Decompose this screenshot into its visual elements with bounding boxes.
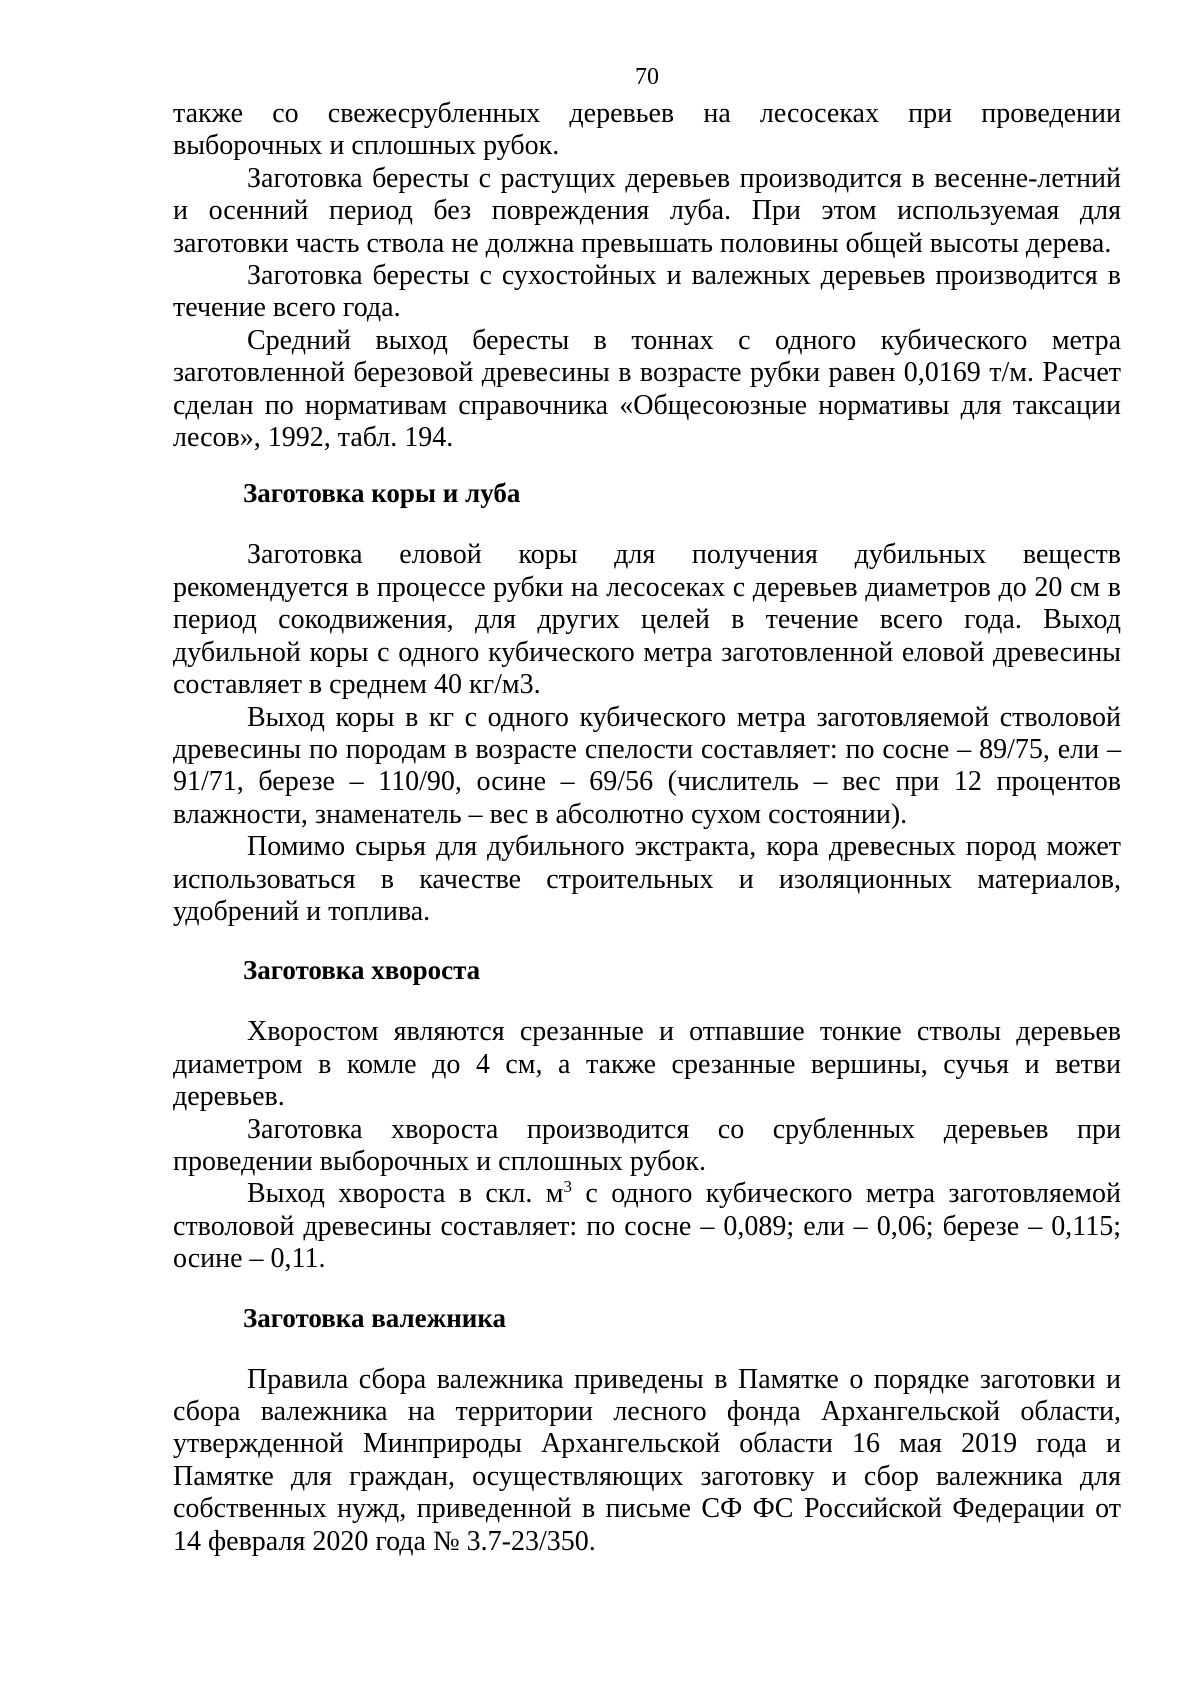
superscript: 3 xyxy=(563,1177,572,1197)
paragraph: Хворостом являются срезанные и отпавшие тонкие стволы деревьев диаметром в комле до 4 см, а также срезанные вершины, сучья и ветви деревьев. xyxy=(173,1016,1121,1113)
paragraph: Помимо сырья для дубильного экстракта, кора древесных пород может использоваться в качестве строительных и изоляционных материалов, удобрений и топлива. xyxy=(173,831,1121,927)
paragraph xyxy=(173,1178,1121,1275)
paragraph: Выход коры в кг с одного кубического метра заготовляемой стволовой древесины по породам в возрасте спелости составляет: по сосне – 89/75, ели – 91/71, березе – 110/90, осине – 69/56 (числитель – вес при 12 процентов влажности, знаменатель – вес в абсолютно сухом состоянии). xyxy=(173,701,1121,830)
section-heading-deadwood: Заготовка валежника xyxy=(243,1302,506,1333)
paragraph: Заготовка бересты с сухостойных и валежных деревьев производится в течение всего года. xyxy=(173,260,1121,324)
paragraph: также со свежесрубленных деревьев на лесосеках при проведении выборочных и сплошных рубок. xyxy=(173,98,1121,162)
paragraph: Заготовка хвороста производится со срубленных деревьев при проведении выборочных и сплошных рубок. xyxy=(173,1113,1121,1177)
paragraph: Средний выход бересты в тоннах с одного кубического метра заготовленной березовой древесины в возрасте рубки равен 0,0169 т/м. Расчет сделан по нормативам справочника «Общесоюзные нормативы для таксации лесов», 1992, табл. 194. xyxy=(173,324,1121,454)
section-heading-brushwood: Заготовка хвороста xyxy=(243,955,481,986)
document-page xyxy=(173,62,1121,1558)
paragraph: Заготовка еловой коры для получения дубильных веществ рекомендуется в процессе рубки на лесосеках с деревьев диаметров до 20 см в период сокодвижения, для других целей в течение всего года. Выход дубильной коры с одного кубического метра заготовленной еловой древесины составляет в среднем 40 кг/м3. xyxy=(173,539,1121,701)
text-run: Выход хвороста в скл. м xyxy=(247,1178,564,1210)
section-heading-bark: Заготовка коры и луба xyxy=(243,478,521,509)
text-run: с одного кубического метра заготовляемой стволовой древесины составляет: по сосне – 0,089; ели – 0,06; березе – 0,115; осине – 0,11. xyxy=(173,1178,1121,1275)
paragraph: Правила сбора валежника приведены в Памятке о порядке заготовки и сбора валежника на территории лесного фонда Архангельской области, утвержденной Минприроды Архангельской области 16 мая 2019 года и Памятке для граждан, осуществляющих заготовку и сбор валежника для собственных нужд, приведенной в письме СФ ФС Российской Федерации от 14 февраля 2020 года № 3.7-23/350. xyxy=(173,1363,1121,1557)
paragraph: Заготовка бересты с растущих деревьев производится в весенне-летний и осенний период без повреждения луба. При этом используемая для заготовки часть ствола не должна превышать половины общей высоты дерева. xyxy=(173,162,1121,259)
page-number: 70 xyxy=(635,64,659,90)
